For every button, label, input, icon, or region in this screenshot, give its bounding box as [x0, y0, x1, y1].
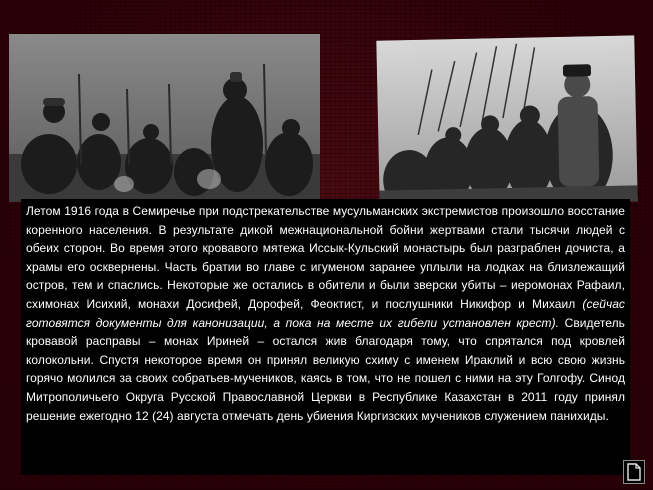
document-icon-shape [623, 460, 645, 484]
text-panel [21, 199, 630, 475]
body-paragraph [26, 202, 625, 425]
paragraph-part2: Свидетель кровавой расправы – монах Ириней – остался жив благодаря тому, что спрятался под кровлей колокольни. Спустя некоторое время он принял великую схиму с именем Ираклий и всю свою жизнь горячо молился за своих собратьев-мучеников, каясь в том, что не пошел с ними на эту Голгофу. Синод Митрополичьего Округа Русской Православной Церкви в Республике Казахстан в 2011 году принял решение ежегодно 12 (24) августа отмечать день убиения Киргизских мучеников служением панихиды. [26, 315, 625, 423]
paragraph-italic-note: (сейчас готовятся документы для канонизации, а пока на месте их гибели установлен крест). [26, 296, 625, 330]
historical-photo-cossacks [376, 35, 637, 206]
document-icon[interactable] [623, 460, 645, 484]
paragraph-part1: Летом 1916 года в Семиречье при подстрекательстве мусульманских экстремистов произошло восстание коренного населения. В результате дикой межнациональной бойни жертвами стали тысячи людей с обеих сторон. Во время этого кровавого мятежа Иссык-Кульский монастырь был разграблен дочиста, а храмы его осквернены. Часть братии во главе с игуменом заранее уплыли на лодках на близлежащий остров, тем и спаслись. Некоторые же остались в обители и были зверски убиты – иеромонах Рафаил, схимонах Исихий, монахи Досифей, Дорофей, Феоктист, и послушники Никифор и Михаил [26, 204, 625, 311]
photo-horsemen-illustration [9, 34, 320, 202]
historical-photo-horsemen [9, 34, 320, 202]
photo-cossacks-illustration [376, 35, 637, 206]
